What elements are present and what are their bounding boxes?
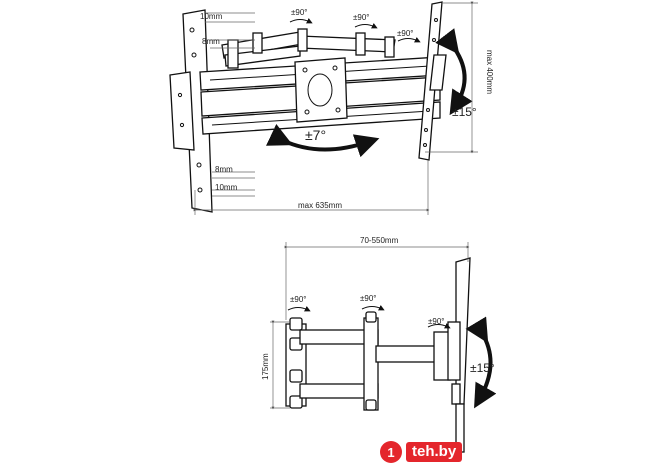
watermark-text: teh.by: [406, 442, 462, 462]
side-rot-label-right: ±90°: [428, 317, 445, 326]
top-view: [170, 2, 494, 215]
swivel-label: ±7°: [305, 127, 327, 143]
side-rotation-mid: [360, 294, 382, 309]
side-tilt-indicator: [470, 333, 495, 398]
rot-label-top-right: ±90°: [397, 29, 414, 38]
side-arms: [300, 312, 450, 410]
dim-8mm-bottom: 8mm: [215, 165, 233, 174]
side-view: [261, 236, 495, 452]
center-plate: [295, 58, 347, 122]
side-tv-bracket: [448, 258, 470, 452]
height-label-side: 175mm: [261, 353, 270, 380]
dim-10mm-top: 10mm: [200, 12, 223, 21]
side-rot-label-mid: ±90°: [360, 294, 377, 303]
width-label: max 635mm: [298, 201, 343, 210]
side-rotation-left: [288, 295, 308, 310]
tilt-indicator-top: [452, 45, 477, 119]
side-rotation-right: [428, 317, 448, 327]
rotation-indicator-top-mid: [353, 13, 375, 27]
watermark-badge: 1: [380, 441, 402, 463]
side-rot-label-left: ±90°: [290, 295, 307, 304]
rot-label-top-mid: ±90°: [353, 13, 370, 22]
watermark-logo: [380, 440, 462, 464]
dim-8mm-top: 8mm: [202, 37, 220, 46]
height-label-top: max 400mm: [485, 50, 494, 95]
side-tilt-label: ±15°: [470, 361, 495, 375]
rot-label-top-left: ±90°: [291, 8, 308, 17]
swivel-indicator: [282, 127, 368, 150]
rotation-indicator-top-right: [397, 29, 418, 41]
tilt-label-top: ±15°: [452, 105, 477, 119]
rotation-indicator-top-left: [290, 8, 310, 22]
extension-label: 70-550mm: [360, 236, 399, 245]
dim-10mm-bottom: 10mm: [215, 183, 238, 192]
